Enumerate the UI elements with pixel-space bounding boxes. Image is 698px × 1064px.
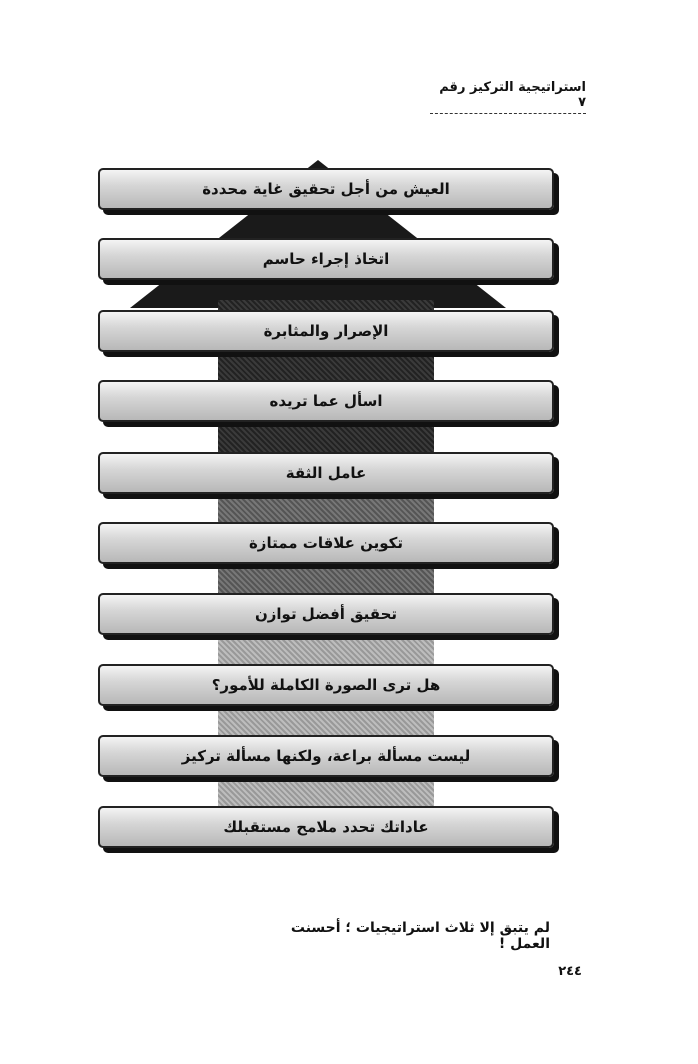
diagram-level: تحقيق أفضل توازن: [98, 593, 554, 635]
diagram-level: عاداتك تحدد ملامح مستقبلك: [98, 806, 554, 848]
diagram-level: العيش من أجل تحقيق غاية محددة: [98, 168, 554, 210]
page-number: ٢٤٤: [558, 964, 582, 979]
diagram-level: اسأل عما تريده: [98, 380, 554, 422]
diagram-level: تكوين علاقات ممتازة: [98, 522, 554, 564]
diagram-level: ليست مسألة براعة، ولكنها مسألة تركيز: [98, 735, 554, 777]
closing-line: لم يتبق إلا ثلاث استراتيجيات ؛ أحسنت العمل !: [290, 920, 550, 952]
diagram-level: عامل الثقة: [98, 452, 554, 494]
diagram-level: هل ترى الصورة الكاملة للأمور؟: [98, 664, 554, 706]
diagram-level: اتخاذ إجراء حاسم: [98, 238, 554, 280]
diagram-level: الإصرار والمثابرة: [98, 310, 554, 352]
running-head: استراتيجية التركيز رقم ٧: [430, 80, 586, 114]
